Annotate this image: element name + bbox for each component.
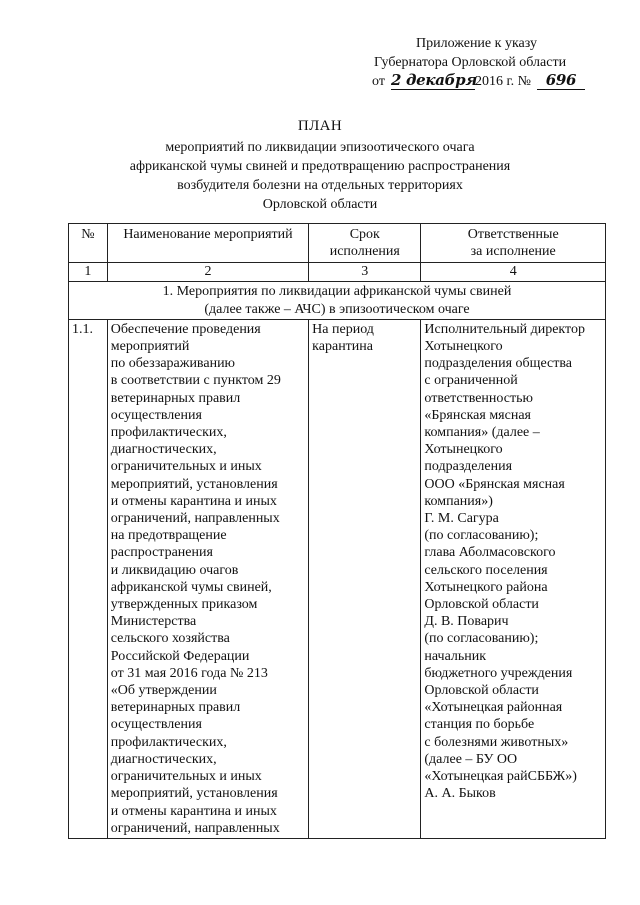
plan-title-line-1: мероприятий по ликвидации эпизоотического очага xyxy=(165,140,475,155)
plan-title-line-3: возбудителя болезни на отдельных территориях xyxy=(177,178,463,193)
section-1-title: 1. Мероприятия по ликвидации африканской чумы свиней (далее также – АЧС) в эпизоотическом очаге xyxy=(69,282,606,319)
table-row xyxy=(69,319,606,838)
row-responsible: Исполнительный директор Хотынецкого подразделения общества с ограниченной ответственностью «Брянская мясная компания» (далее – Хотынецкого подразделения ООО «Брянская мясная компания») Г. М. Сагура (по согласованию); глава Аболмасовского сельского поселения Хотынецкого района Орловской области Д. В. Поварич (по согласованию); начальник бюджетного учреждения Орловской области «Хотынецкая районная станция по борьбе с болезнями животных» (далее – БУ ОО «Хотынецкая райСББЖ») А. А. Быков xyxy=(421,319,606,838)
plan-heading: ПЛАН xyxy=(297,118,343,134)
section-row xyxy=(69,282,606,319)
date-prefix: от xyxy=(372,74,385,89)
column-number: 3 xyxy=(309,263,421,282)
appendix-line-1: Приложение к указу xyxy=(416,36,537,51)
row-activity-name: Обеспечение проведения мероприятий по обеззараживанию в соответствии с пунктом 29 ветеринарных правил осуществления профилактических, диагностических, ограничительных и иных мероприятий, установления и отмены карантина и иных ограничений, направленных на предотвращение распространения и ликвидацию очагов африканской чумы свиней, утвержденных приказом Министерства сельского хозяйства Российской Федерации от 31 мая 2016 года № 213 «Об утверждении ветеринарных правил осуществления профилактических, диагностических, ограничительных и иных мероприятий, установления и отмены карантина и иных ограничений, направленных xyxy=(107,319,308,838)
column-number: 1 xyxy=(69,263,108,282)
appendix-date-line xyxy=(372,72,585,91)
appendix-line-2: Губернатора Орловской области xyxy=(374,55,567,70)
year-text: 2016 г. № xyxy=(474,74,531,89)
header-term: Срок исполнения xyxy=(309,224,421,263)
column-number-row xyxy=(69,263,606,282)
handwritten-number: 696 xyxy=(537,72,585,90)
column-number: 4 xyxy=(421,263,606,282)
column-number: 2 xyxy=(107,263,308,282)
table-header-row xyxy=(69,224,606,263)
header-responsible: Ответственные за исполнение xyxy=(421,224,606,263)
row-term: На период карантина xyxy=(309,319,421,838)
handwritten-date: 2 декабря xyxy=(390,71,477,89)
plan-title-line-4: Орловской области xyxy=(262,197,378,212)
row-number: 1.1. xyxy=(69,319,108,838)
header-num: № xyxy=(69,224,108,263)
header-name: Наименование мероприятий xyxy=(107,224,308,263)
plan-table xyxy=(68,223,606,839)
plan-title-line-2: африканской чумы свиней и предотвращению распространения xyxy=(129,159,511,174)
plan-title xyxy=(0,117,640,214)
